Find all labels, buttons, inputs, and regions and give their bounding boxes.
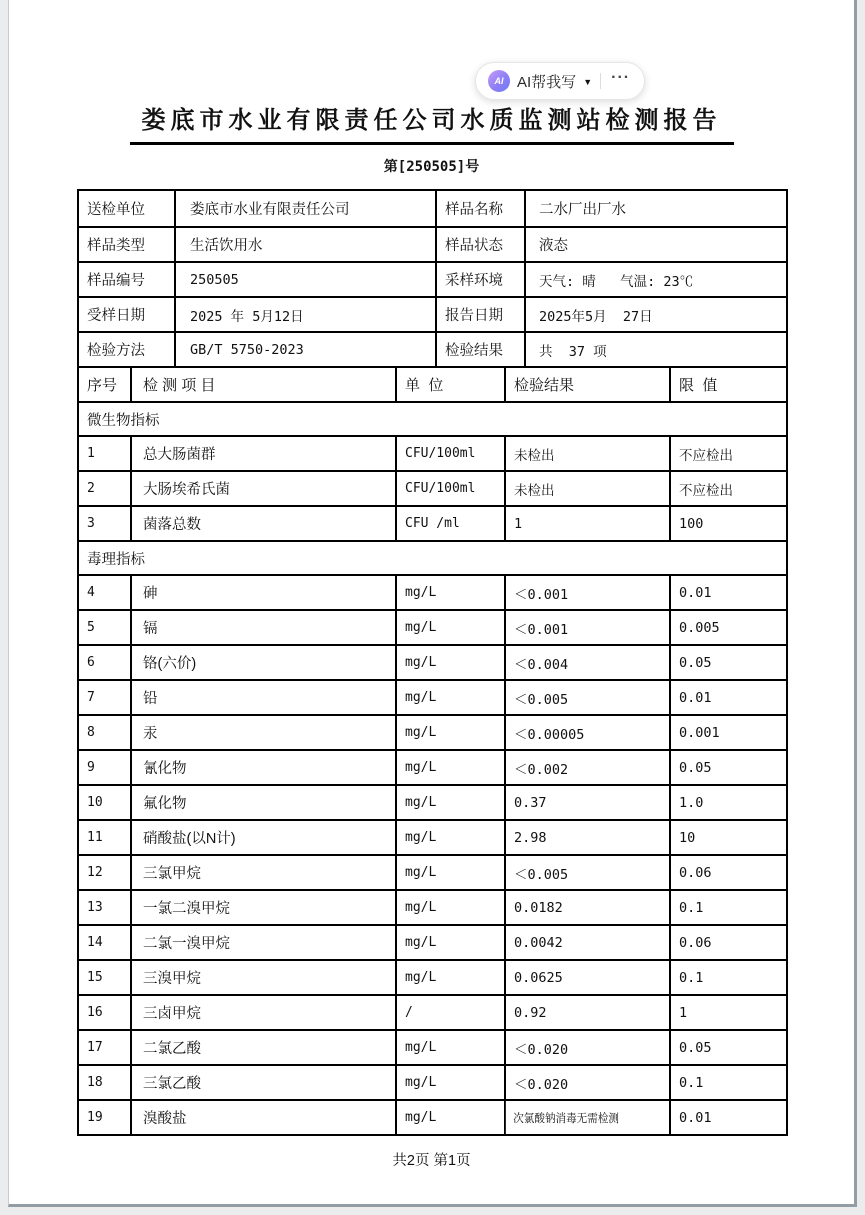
header-col-unit: 单 位 <box>395 368 504 401</box>
section-title: 毒理指标 <box>79 540 786 574</box>
cell-col-index: 16 <box>87 1005 103 1020</box>
report-table <box>77 189 788 1136</box>
cell-col-unit: / <box>395 996 504 1029</box>
info-row <box>79 226 786 261</box>
report-title: 娄底市水业有限责任公司水质监测站检测报告 <box>130 100 734 145</box>
cell-col-unit: mg/L <box>395 611 504 644</box>
result-row <box>79 644 786 679</box>
result-row <box>79 749 786 784</box>
cell-col-index: 6 <box>87 655 95 670</box>
cell-col-item: 溴酸盐 <box>130 1101 395 1134</box>
cell-col-item: 三氯乙酸 <box>130 1066 395 1099</box>
info-value: 液态 <box>524 228 786 261</box>
cell-col-limit: 0.1 <box>669 1066 786 1099</box>
cell-col-unit: mg/L <box>395 576 504 609</box>
info-value: 2025 年 5月12日 <box>174 298 435 331</box>
cell-col-limit: 0.05 <box>669 646 786 679</box>
cell-col-unit: mg/L <box>395 646 504 679</box>
cell-col-unit: CFU /ml <box>395 507 504 540</box>
cell-col-result: ＜0.001 <box>504 611 669 644</box>
cell-col-index: 14 <box>87 935 103 950</box>
cell-col-unit: CFU/100ml <box>395 437 504 470</box>
info-row <box>79 191 786 226</box>
chevron-down-icon[interactable]: ▼ <box>583 77 593 87</box>
ai-write-label: AI帮我写 <box>517 73 577 91</box>
cell-col-item: 大肠埃希氏菌 <box>130 472 395 505</box>
result-row <box>79 889 786 924</box>
result-row <box>79 1029 786 1064</box>
info-label: 采样环境 <box>435 263 524 296</box>
info-value: 生活饮用水 <box>174 228 435 261</box>
cell-col-unit: mg/L <box>395 926 504 959</box>
cell-col-item: 一氯二溴甲烷 <box>130 891 395 924</box>
cell-col-index: 12 <box>87 865 103 880</box>
cell-col-item: 氟化物 <box>130 786 395 819</box>
document-page[interactable] <box>8 0 857 1207</box>
cell-col-limit: 0.1 <box>669 961 786 994</box>
cell-col-unit: mg/L <box>395 1101 504 1134</box>
cell-col-item: 汞 <box>130 716 395 749</box>
info-label: 检验结果 <box>435 333 524 366</box>
cell-col-item: 三溴甲烷 <box>130 961 395 994</box>
cell-col-result: ＜0.020 <box>504 1031 669 1064</box>
cell-col-item: 铬(六价) <box>130 646 395 679</box>
info-value: 天气: 晴 气温: 23℃ <box>524 263 786 296</box>
results-header-row <box>79 366 786 401</box>
cell-col-limit: 不应检出 <box>669 472 786 505</box>
cell-col-limit: 0.01 <box>669 681 786 714</box>
cell-col-item: 三卤甲烷 <box>130 996 395 1029</box>
toolbar-divider <box>600 73 601 89</box>
cell-col-unit: mg/L <box>395 891 504 924</box>
cell-col-unit: mg/L <box>395 751 504 784</box>
info-label: 检验方法 <box>87 343 145 359</box>
info-value: 2025年5月 27日 <box>524 298 786 331</box>
cell-col-result: ＜0.004 <box>504 646 669 679</box>
info-value: GB/T 5750-2023 <box>174 333 435 366</box>
cell-col-item: 二氯一溴甲烷 <box>130 926 395 959</box>
cell-col-limit: 0.01 <box>669 1101 786 1134</box>
info-value: 250505 <box>174 263 435 296</box>
cell-col-item: 氰化物 <box>130 751 395 784</box>
cell-col-limit: 1 <box>669 996 786 1029</box>
more-options-button[interactable]: ··· <box>609 70 632 92</box>
cell-col-result: ＜0.005 <box>504 856 669 889</box>
info-label: 报告日期 <box>435 298 524 331</box>
cell-col-result: ＜0.020 <box>504 1066 669 1099</box>
cell-col-result: ＜0.001 <box>504 576 669 609</box>
info-label: 样品编号 <box>87 273 145 289</box>
info-row <box>79 261 786 296</box>
cell-col-result: 未检出 <box>504 472 669 505</box>
result-row <box>79 854 786 889</box>
cell-col-index: 5 <box>87 620 95 635</box>
cell-col-index: 2 <box>87 481 95 496</box>
info-row <box>79 331 786 366</box>
cell-col-limit: 1.0 <box>669 786 786 819</box>
cell-col-index: 13 <box>87 900 103 915</box>
ai-write-button[interactable] <box>488 70 592 92</box>
cell-col-limit: 10 <box>669 821 786 854</box>
header-col-item: 检 测 项 目 <box>130 368 395 401</box>
cell-col-index: 11 <box>87 830 103 845</box>
cell-col-unit: mg/L <box>395 821 504 854</box>
cell-col-limit: 不应检出 <box>669 437 786 470</box>
info-value: 娄底市水业有限责任公司 <box>174 191 435 226</box>
result-row <box>79 819 786 854</box>
cell-col-result: 0.0042 <box>504 926 669 959</box>
cell-col-limit: 0.06 <box>669 926 786 959</box>
result-row <box>79 574 786 609</box>
cell-col-index: 4 <box>87 585 95 600</box>
result-row <box>79 994 786 1029</box>
cell-col-limit: 0.01 <box>669 576 786 609</box>
cell-col-result: ＜0.00005 <box>504 716 669 749</box>
cell-col-index: 8 <box>87 725 95 740</box>
cell-col-index: 3 <box>87 516 95 531</box>
cell-col-index: 10 <box>87 795 103 810</box>
cell-col-unit: mg/L <box>395 1066 504 1099</box>
cell-col-result: 0.37 <box>504 786 669 819</box>
cell-col-unit: CFU/100ml <box>395 472 504 505</box>
page-footer: 共2页 第1页 <box>392 1153 471 1169</box>
document-number: 第[250505]号 <box>383 159 480 175</box>
result-row <box>79 784 786 819</box>
cell-col-index: 9 <box>87 760 95 775</box>
info-label: 送检单位 <box>87 202 145 218</box>
cell-col-unit: mg/L <box>395 681 504 714</box>
info-label: 样品状态 <box>435 228 524 261</box>
cell-col-result: 次氯酸钠消毒无需检测 <box>504 1101 656 1134</box>
cell-col-item: 砷 <box>130 576 395 609</box>
cell-col-unit: mg/L <box>395 856 504 889</box>
cell-col-item: 铅 <box>130 681 395 714</box>
ai-icon: AI <box>488 70 510 92</box>
info-label: 样品类型 <box>87 238 145 254</box>
cell-col-result: ＜0.005 <box>504 681 669 714</box>
result-row <box>79 1099 786 1134</box>
results-section <box>79 401 786 1134</box>
header-col-limit: 限 值 <box>669 368 786 401</box>
cell-col-limit: 0.05 <box>669 1031 786 1064</box>
cell-col-index: 19 <box>87 1110 103 1125</box>
result-row <box>79 435 786 470</box>
sample-info-section <box>79 191 786 366</box>
cell-col-limit: 0.1 <box>669 891 786 924</box>
info-value: 二水厂出厂水 <box>524 191 786 226</box>
cell-col-unit: mg/L <box>395 786 504 819</box>
result-row <box>79 714 786 749</box>
cell-col-index: 15 <box>87 970 103 985</box>
cell-col-item: 菌落总数 <box>130 507 395 540</box>
result-row <box>79 609 786 644</box>
cell-col-result: 1 <box>504 507 669 540</box>
cell-col-limit: 0.001 <box>669 716 786 749</box>
info-row <box>79 296 786 331</box>
cell-col-index: 1 <box>87 446 95 461</box>
cell-col-item: 镉 <box>130 611 395 644</box>
cell-col-unit: mg/L <box>395 1031 504 1064</box>
result-row <box>79 470 786 505</box>
header-col-result: 检验结果 <box>504 368 669 401</box>
section-title: 微生物指标 <box>79 401 786 435</box>
result-row <box>79 505 786 540</box>
cell-col-limit: 100 <box>669 507 786 540</box>
cell-col-result: 0.92 <box>504 996 669 1029</box>
cell-col-result: 0.0625 <box>504 961 669 994</box>
cell-col-item: 硝酸盐(以N计) <box>130 821 395 854</box>
cell-col-item: 二氯乙酸 <box>130 1031 395 1064</box>
ai-assistant-toolbar <box>475 62 645 100</box>
cell-col-index: 17 <box>87 1040 103 1055</box>
cell-col-result: 0.0182 <box>504 891 669 924</box>
info-label: 样品名称 <box>435 191 524 226</box>
cell-col-result: 2.98 <box>504 821 669 854</box>
cell-col-item: 三氯甲烷 <box>130 856 395 889</box>
cell-col-limit: 0.06 <box>669 856 786 889</box>
result-row <box>79 679 786 714</box>
result-row <box>79 959 786 994</box>
result-row <box>79 924 786 959</box>
info-value: 共 37 项 <box>524 333 786 366</box>
cell-col-limit: 0.005 <box>669 611 786 644</box>
cell-col-index: 18 <box>87 1075 103 1090</box>
result-row <box>79 1064 786 1099</box>
cell-col-item: 总大肠菌群 <box>130 437 395 470</box>
cell-col-result: 未检出 <box>504 437 669 470</box>
cell-col-result: ＜0.002 <box>504 751 669 784</box>
cell-col-unit: mg/L <box>395 716 504 749</box>
cell-col-unit: mg/L <box>395 961 504 994</box>
info-label: 受样日期 <box>87 308 145 324</box>
cell-col-index: 7 <box>87 690 95 705</box>
header-col-index: 序号 <box>87 377 118 394</box>
cell-col-limit: 0.05 <box>669 751 786 784</box>
